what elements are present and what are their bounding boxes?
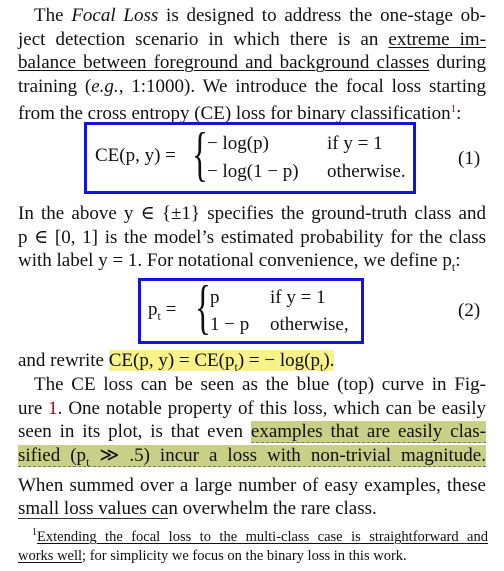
equation-1-case2: − log(1 − p)	[207, 161, 299, 182]
text-line: p ∈ [0, 1] is the model’s estimated probability for the class	[18, 226, 486, 248]
footnote-line: works well; for simplicity we focus on the binary loss in this work.	[18, 548, 407, 564]
text-line: When summed over a large number of easy examples, these	[18, 474, 486, 496]
highlighted-phrase: examples that are easily clas-	[250, 421, 486, 442]
text-line: balance between foreground and background classes during	[18, 52, 486, 73]
figure-reference-link[interactable]: 1	[48, 397, 58, 419]
definition-paragraph	[18, 202, 486, 279]
equation-1-case1: − log(p)	[207, 133, 269, 154]
equation-1-brace: {	[192, 121, 208, 187]
underlined-phrase: balance between foreground and background classes	[18, 52, 430, 73]
intro-paragraph	[18, 4, 486, 126]
equation-2-cond2: otherwise,	[270, 314, 349, 335]
text-line: seen in its plot, is that even examples that are easily clas-	[18, 421, 486, 442]
text-line: small loss values can overwhelm the rare class.	[18, 498, 377, 520]
footnote-rule	[18, 518, 168, 519]
text-line: ure 1. One notable property of this loss, which can be easily	[18, 397, 487, 419]
equation-2-number: (2)	[458, 300, 481, 321]
text-line: training (e.g., 1:1000). We introduce the focal loss starting	[18, 75, 486, 97]
text-line: The CE loss can be seen as the blue (top) curve in Fig-	[34, 374, 486, 395]
text-line	[18, 444, 486, 474]
text-line: In the above y ∈ {±1} specifies the ground-truth class and	[18, 203, 486, 224]
property-paragraph	[18, 373, 486, 521]
text-line: from the cross entropy (CE) loss for binary classification$^1$:	[18, 103, 462, 124]
equation-1-cond1: if y = 1	[327, 133, 383, 154]
footnote	[18, 523, 488, 566]
footnote-line: $^1$Extending the focal loss to the multi-class case is straightforward and	[32, 527, 488, 545]
equation-1-number: (1)	[458, 148, 481, 169]
footnote-number: 1	[32, 527, 37, 538]
equation-1-cond2: otherwise.	[327, 161, 406, 182]
highlighted-equation: CE(p, $y) = CE(p_t)$ = − $\log(p_t)$.	[108, 350, 335, 374]
equation-2-brace: {	[195, 274, 211, 340]
focal-loss-term: Focal Loss	[71, 5, 159, 26]
text-line: The Focal Loss is designed to address the one-stage ob-	[34, 5, 486, 26]
text-line: ject detection scenario in which there is an extreme im-	[18, 28, 486, 50]
equation-2-case1: p	[210, 287, 220, 308]
text-line: with label y = 1. For notational convenience, we define $p_t$:	[18, 250, 461, 274]
underlined-phrase: extreme im-	[388, 28, 486, 50]
footnote-marker[interactable]: 1	[450, 103, 457, 115]
equation-2-cond1: if y = 1	[270, 287, 326, 308]
equation-2-case2: 1 − p	[210, 314, 250, 335]
highlighted-phrase: sified ($p_t$ ≫ .5) incur a loss with non-trivial magnitude.	[18, 444, 486, 469]
text-line: and rewrite CE(p, $y) = CE(p_t)$ = − $\log(p_t)$.	[18, 350, 335, 374]
equation-2-lhs: $p_t$ =	[148, 299, 177, 323]
equation-1-lhs: CE(p, y) =	[95, 145, 176, 166]
